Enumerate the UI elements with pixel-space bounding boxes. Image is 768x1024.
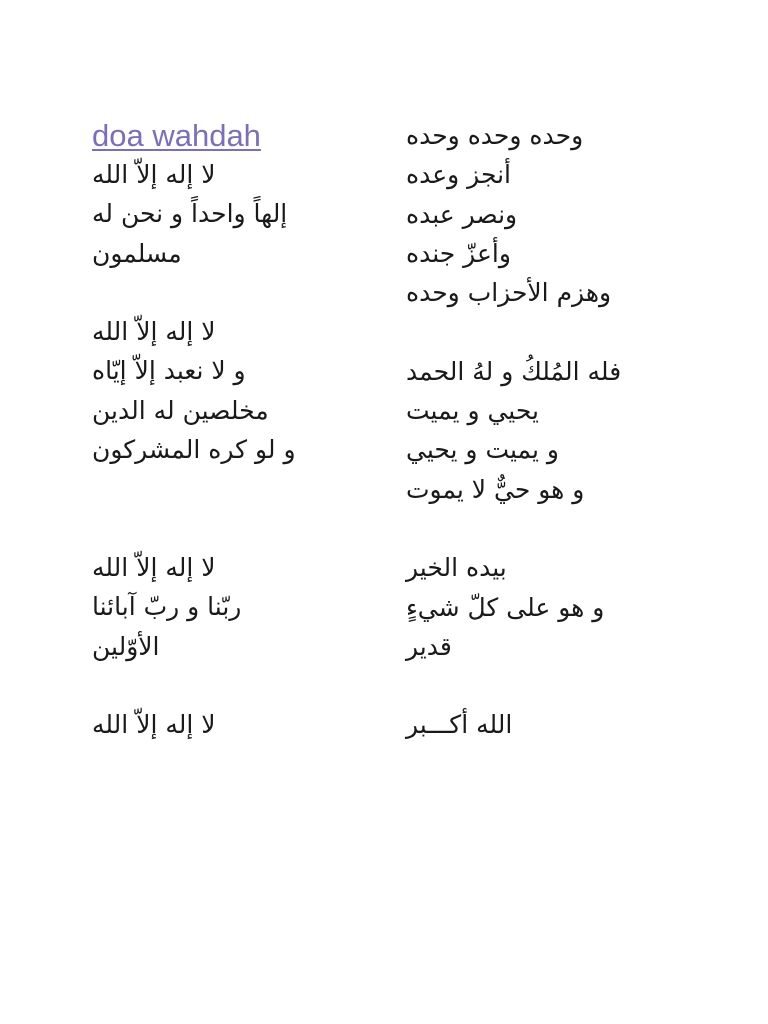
right-line: أنجز وعده [406, 160, 511, 190]
right-line: قدير [406, 631, 452, 661]
left-blank-line [92, 666, 328, 705]
right-line: و هو على كلّ شيءٍ [406, 592, 605, 622]
left-blank-line [92, 469, 328, 508]
right-line: فله المُلكُ و لهُ الحمد [406, 356, 622, 386]
left-line: لا إله إلاّ الله [92, 317, 216, 347]
left-blank-line [92, 273, 328, 312]
left-line: مخلصين له الدين [92, 395, 269, 425]
left-line: ربّنا و ربّ آبائنا [92, 592, 242, 622]
left-line: مسلمون [92, 238, 182, 268]
right-line: وأعزّ جنده [406, 238, 511, 268]
left-line: و لو كره المشركون [92, 435, 296, 465]
right-text-column [406, 116, 652, 745]
right-line: الله أكـــبر [406, 710, 513, 740]
right-line: يحيي و يميت [406, 396, 539, 426]
left-text-column [92, 155, 328, 744]
left-line: و لا نعبد إلاّ إيّاه [92, 356, 246, 386]
right-blank-line [406, 509, 652, 548]
right-line: و يميت و يحيي [406, 435, 559, 465]
left-line: لا إله إلاّ الله [92, 552, 216, 582]
right-blank-line [406, 312, 652, 351]
left-blank-line [92, 509, 328, 548]
right-line: بيده الخير [406, 553, 507, 583]
right-blank-line [406, 666, 652, 705]
left-line: إلهاً واحداً و نحن له [92, 199, 288, 229]
left-line: الأوّلين [92, 631, 160, 661]
right-line: وهزم الأحزاب وحده [406, 278, 612, 308]
right-line: و هو حيٌّ لا يموت [406, 474, 585, 504]
right-line: وحده وحده وحده [406, 121, 584, 150]
left-line: لا إله إلاّ الله [92, 160, 216, 189]
left-line: لا إله إلاّ الله [92, 710, 216, 740]
right-line: ونصر عبده [406, 199, 518, 229]
document-title[interactable]: doa wahdah [92, 118, 261, 153]
